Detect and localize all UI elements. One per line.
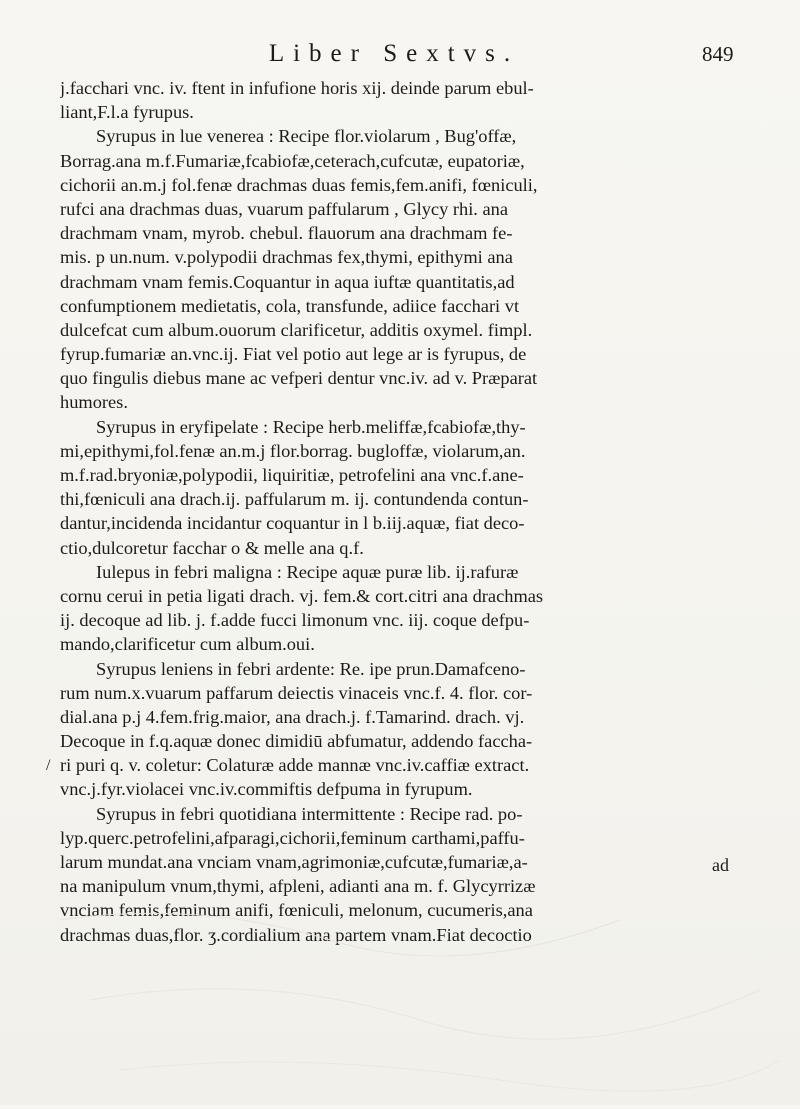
text-line: quo fingulis diebus mane ac vefperi dentur vnc.iv. ad v. Præparat	[60, 368, 538, 389]
paper-texture	[0, 880, 800, 1105]
text-line: Syrupus in eryfipelate : Recipe herb.meliffæ,fcabiofæ,thy-	[96, 416, 526, 437]
text-line: mando,clarificetur cum album.oui.	[60, 634, 315, 655]
text-line: rum num.x.vuarum paffarum deiectis vinaceis vnc.f. 4. flor. cor-	[60, 682, 533, 703]
text-line: larum mundat.ana vnciam vnam,agrimoniæ,cufcutæ,fumariæ,a-	[60, 852, 528, 872]
text-line: lyp.querc.petrofelini,afparagi,cichorii,feminum carthami,paffu-	[60, 827, 525, 848]
text-line: dantur,incidenda incidantur coquantur in l b.iij.aquæ, fiat deco-	[60, 513, 525, 534]
text-line: drachmas duas,flor. ʒ.cordialium ana partem vnam.Fiat decoctio	[60, 924, 532, 945]
text-line: Syrupus leniens in febri ardente: Re. ipe prun.Damafceno-	[96, 658, 526, 679]
text-line: cornu cerui in petia ligati drach. vj. fem.& cort.citri ana drachmas	[60, 585, 544, 606]
text-line: drachmam vnam, myrob. chebul. flauorum ana drachmam fe-	[60, 223, 513, 244]
text-line: liant,F.l.a fyrupus.	[60, 102, 194, 123]
text-line: Syrupus in lue venerea : Recipe flor.violarum , Bug'offæ,	[96, 126, 517, 147]
text-line: cichorii an.m.j fol.fenæ drachmas duas femis,fem.anifi, fœniculi,	[60, 174, 538, 195]
text-line: Borrag.ana m.f.Fumariæ,fcabiofæ,ceterach,cufcutæ, eupatoriæ,	[60, 150, 525, 171]
text-line: Syrupus in febri quotidiana intermittente : Recipe rad. po-	[96, 803, 523, 824]
blank-page-area	[0, 880, 800, 1105]
text-line: m.f.rad.bryoniæ,polypodii, liquiritiæ, petrofelini ana vnc.f.ane-	[60, 465, 524, 485]
text-line: ri puri q. v. coletur: Colaturæ adde mannæ vnc.iv.caffiæ extract.	[60, 755, 530, 776]
running-title: Liber Sextvs.	[268, 40, 520, 67]
text-line: mis. p un.num. v.polypodii drachmas fex,thymi, epithymi ana	[60, 247, 513, 268]
text-line: fyrup.fumariæ an.vnc.ij. Fiat vel potio aut lege ar is fyrupus, de	[60, 344, 527, 365]
text-line: j.facchari vnc. iv. ftent in infufione horis xij. deinde parum ebul-	[60, 78, 534, 98]
text-line: rufci ana drachmas duas, vuarum paffularum , Glycy rhi. ana	[60, 198, 509, 219]
text-line: vnciam femis,feminum anifi, fœniculi, melonum, cucumeris,ana	[60, 900, 533, 921]
page-number: 849	[702, 42, 734, 66]
text-line: vnc.j.fyr.violacei vnc.iv.commiftis defpuma in fyrupum.	[60, 779, 473, 800]
text-block	[60, 76, 750, 947]
text-line: mi,epithymi,fol.fenæ an.m.j flor.borrag. bugloffæ, violarum,an.	[60, 440, 526, 461]
text-line: Decoque in f.q.aquæ donec dimidiū abfumatur, addendo faccha-	[60, 731, 533, 752]
text-line: ij. decoque ad lib. j. f.adde fucci limonum vnc. iij. coque defpu-	[60, 610, 530, 631]
catchword: ad	[712, 855, 729, 875]
text-line: dulcefcat cum album.ouorum clarificetur, additis oxymel. fimpl.	[60, 319, 533, 340]
text-line: Iulepus in febri maligna : Recipe aquæ puræ lib. ij.rafuræ	[96, 561, 519, 582]
text-line: dial.ana p.j 4.fem.frig.maior, ana drach.j. f.Tamarind. drach. vj.	[60, 706, 525, 727]
text-line: ctio,dulcoretur facchar o & melle ana q.f.	[60, 537, 364, 558]
running-head	[0, 40, 800, 74]
marginal-mark: /	[46, 757, 51, 774]
text-line: thi,fœniculi ana drach.ij. paffularum m. ij. contundenda contun-	[60, 489, 529, 510]
text-line: na manipulum vnum,thymi, afpleni, adianti ana m. f. Glycyrrizæ	[60, 876, 536, 897]
text-line: humores.	[60, 392, 128, 413]
text-line: confumptionem medietatis, cola, transfunde, adiice facchari vt	[60, 295, 520, 316]
text-line: drachmam vnam femis.Coquantur in aqua iuftæ quantitatis,ad	[60, 271, 515, 292]
